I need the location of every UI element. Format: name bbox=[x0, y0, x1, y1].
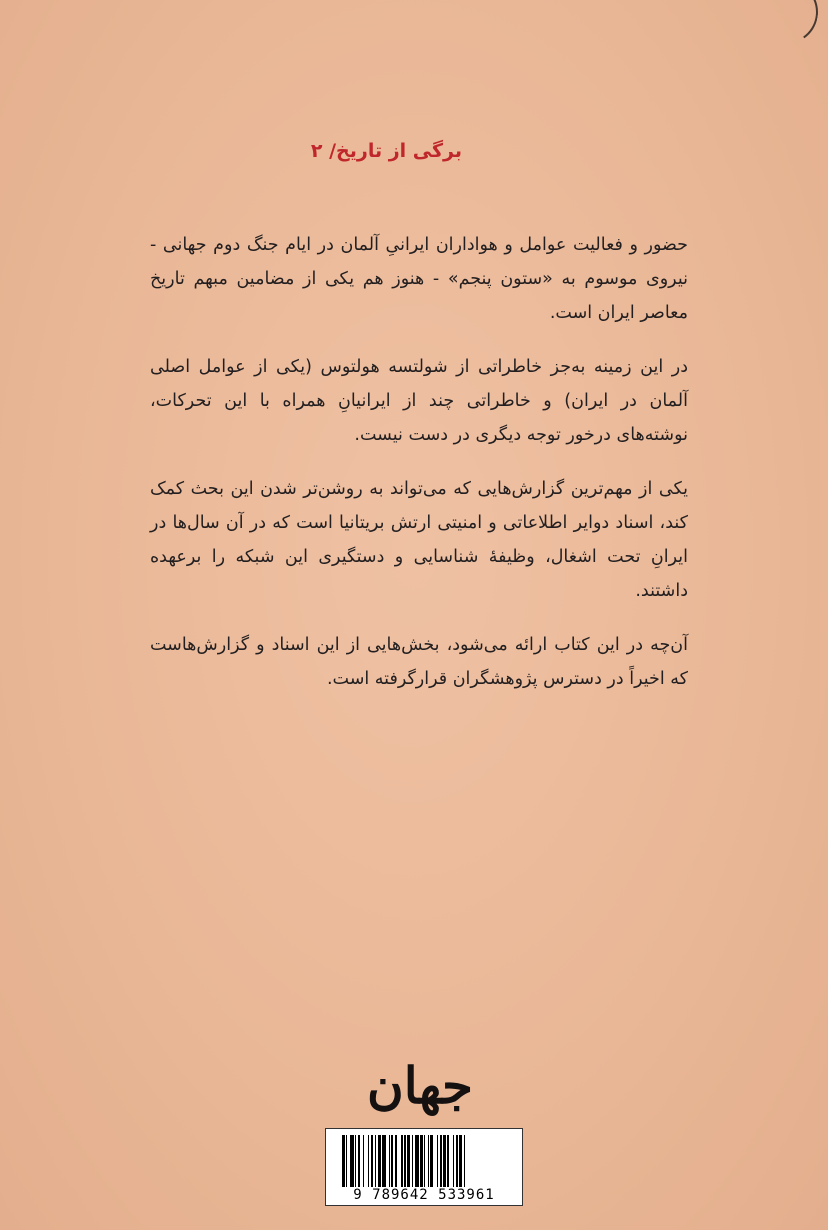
barcode-bar bbox=[459, 1135, 462, 1187]
barcode-bar bbox=[437, 1135, 438, 1187]
barcode-bar bbox=[346, 1135, 347, 1187]
barcode-bar bbox=[464, 1135, 465, 1187]
corner-arc-decoration bbox=[749, 0, 823, 49]
barcode-bars bbox=[342, 1135, 512, 1187]
barcode-bar bbox=[382, 1135, 386, 1187]
barcode-bar bbox=[443, 1135, 446, 1187]
barcode-bar bbox=[371, 1135, 374, 1187]
barcode-bar bbox=[389, 1135, 390, 1187]
barcode-bar bbox=[404, 1135, 405, 1187]
blurb-paragraph-1: حضور و فعالیت عوامل و هواداران ایرانیِ آلمان در ایام جنگ دوم جهانی - نیروی موسوم به «ستون پنجم» - هنوز هم یکی از مضامین مبهم تاریخ معاصر ایران است. bbox=[150, 235, 688, 323]
isbn-barcode bbox=[325, 1128, 523, 1206]
barcode-bar bbox=[456, 1135, 457, 1187]
series-title: برگی از تاریخ/ ۲ bbox=[310, 140, 462, 162]
barcode-bar bbox=[358, 1135, 361, 1187]
barcode-bar bbox=[395, 1135, 396, 1187]
barcode-bar bbox=[424, 1135, 425, 1187]
barcode-bar bbox=[401, 1135, 404, 1187]
barcode-bar bbox=[375, 1135, 376, 1187]
barcode-bar bbox=[407, 1135, 410, 1187]
barcode-bar bbox=[420, 1135, 423, 1187]
barcode-bar bbox=[428, 1135, 429, 1187]
barcode-bar bbox=[453, 1135, 454, 1187]
blurb-text bbox=[150, 228, 688, 716]
barcode-bar bbox=[412, 1135, 413, 1187]
blurb-paragraph-4: آن‌چه در این کتاب ارائه می‌شود، بخش‌هایی از این اسناد و گزارش‌هاست که اخیراً در دسترس پژوهشگران قرارگرفته است. bbox=[150, 635, 688, 689]
barcode-bar bbox=[368, 1135, 369, 1187]
barcode-bar bbox=[342, 1135, 345, 1187]
blurb-paragraph-2: در این زمینه به‌جز خاطراتی از شولتسه هولتوس (یکی از عوامل اصلی آلمان در ایران) و خاطراتی چند از ایرانیانِ همراه با این تحرکات، نوشته‌های درخور توجه دیگری در دست نیست. bbox=[150, 357, 688, 445]
barcode-bar bbox=[363, 1135, 364, 1187]
isbn-number: 9 789642 533961 bbox=[353, 1187, 495, 1203]
barcode-bar bbox=[378, 1135, 381, 1187]
publisher-logo: جهان bbox=[367, 1056, 473, 1115]
barcode-bar bbox=[350, 1135, 354, 1187]
barcode-bar bbox=[391, 1135, 392, 1187]
barcode-bar bbox=[415, 1135, 419, 1187]
barcode-bar bbox=[440, 1135, 443, 1187]
barcode-bar bbox=[355, 1135, 356, 1187]
barcode-bar bbox=[447, 1135, 448, 1187]
blurb-paragraph-3: یکی از مهم‌ترین گزارش‌هایی که می‌تواند به روشن‌تر شدن این بحث کمک کند، اسناد دوایر اطلاعاتی و امنیتی ارتش بریتانیا است که در آن سال‌ها در ایرانِ تحت اشغال، وظیفهٔ شناسایی و دستگیری این شبکه را برعهده داشتند. bbox=[150, 479, 688, 601]
barcode-bar bbox=[430, 1135, 433, 1187]
